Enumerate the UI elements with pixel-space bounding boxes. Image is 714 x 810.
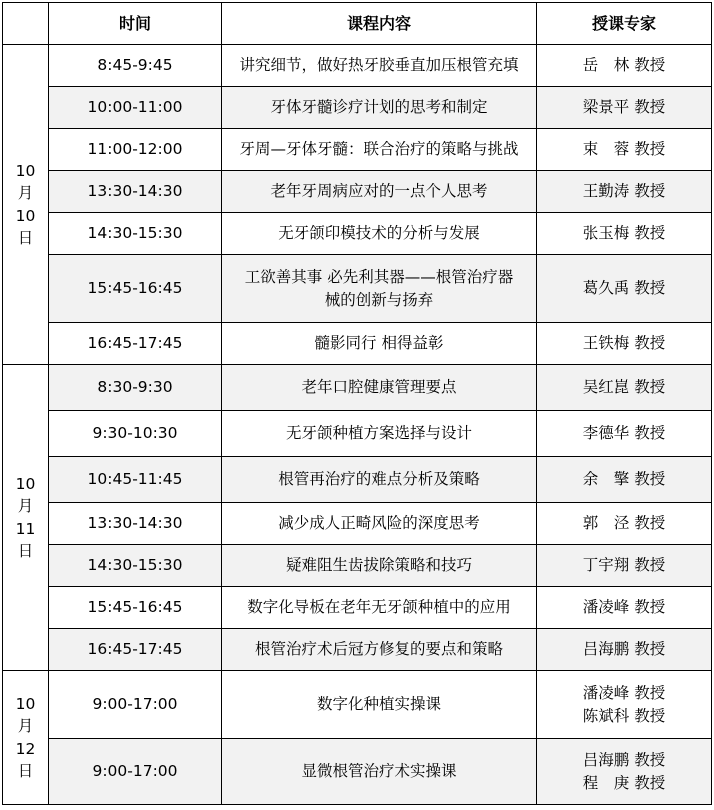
date-line: 10 [15,694,36,713]
expert-name: 余 擎 教授 [582,470,666,489]
table-row [3,739,712,805]
date-cell [3,365,49,671]
content-cell [222,323,537,365]
expert-name: 吕海鹏 教授 [582,751,666,770]
time-cell: 9:00-17:00 [49,739,222,805]
expert-name: 梁景平 教授 [582,98,666,117]
content-cell [222,739,537,805]
expert-cell [537,255,712,323]
time-cell: 11:00-12:00 [49,129,222,171]
content-line: 根管治疗术后冠方修复的要点和策略 [254,640,503,659]
time-cell: 16:45-17:45 [49,323,222,365]
time-cell: 16:45-17:45 [49,629,222,671]
time-cell: 9:00-17:00 [49,671,222,739]
time-cell: 13:30-14:30 [49,171,222,213]
table-row [3,411,712,457]
time-cell: 13:30-14:30 [49,503,222,545]
time-cell: 8:30-9:30 [49,365,222,411]
header-row [3,3,712,45]
expert-cell [537,739,712,805]
schedule-table [2,2,712,805]
expert-cell [537,365,712,411]
date-line: 月 [17,184,34,203]
content-line: 减少成人正畸风险的深度思考 [278,514,480,533]
table-row [3,457,712,503]
expert-name: 陈斌科 教授 [582,706,666,725]
content-line: 疑难阻生齿拔除策略和技巧 [285,556,472,575]
date-line: 10 [15,206,36,225]
expert-name: 程 庚 教授 [582,773,666,792]
table-row [3,545,712,587]
content-cell [222,129,537,171]
content-cell [222,365,537,411]
content-line: 老年牙周病应对的一点个人思考 [270,182,488,201]
content-cell [222,87,537,129]
expert-cell [537,503,712,545]
expert-cell [537,629,712,671]
content-cell [222,503,537,545]
expert-cell [537,457,712,503]
date-line: 月 [17,717,34,736]
date-line: 10 [15,474,36,493]
expert-name: 张玉梅 教授 [582,224,666,243]
content-line: 根管再治疗的难点分析及策略 [278,470,480,489]
expert-cell [537,587,712,629]
content-cell [222,171,537,213]
table-row [3,503,712,545]
expert-cell [537,45,712,87]
schedule-body [3,45,712,805]
time-cell: 8:45-9:45 [49,45,222,87]
expert-name: 束 蓉 教授 [582,140,666,159]
expert-cell [537,411,712,457]
content-cell [222,457,537,503]
content-line: 老年口腔健康管理要点 [301,378,457,397]
expert-name: 潘凌峰 教授 [582,598,666,617]
content-cell [222,545,537,587]
expert-cell [537,87,712,129]
expert-cell [537,671,712,739]
content-cell [222,213,537,255]
time-cell: 14:30-15:30 [49,545,222,587]
expert-name: 吴红崑 教授 [582,378,666,397]
content-line: 工欲善其事 必先利其器——根管治疗器 [244,268,514,287]
expert-cell [537,545,712,587]
expert-cell [537,213,712,255]
header-content: 课程内容 [222,3,537,45]
content-line: 械的创新与扬弃 [324,290,434,309]
expert-name: 王勤涛 教授 [582,182,666,201]
table-row [3,365,712,411]
expert-name: 李德华 教授 [582,424,666,443]
table-row [3,323,712,365]
content-cell [222,411,537,457]
content-line: 牙周—牙体牙髓：联合治疗的策略与挑战 [239,140,519,159]
date-line: 12 [15,739,36,758]
header-time: 时间 [49,3,222,45]
time-cell: 10:45-11:45 [49,457,222,503]
content-line: 数字化种植实操课 [316,695,441,714]
expert-cell [537,171,712,213]
table-row [3,171,712,213]
expert-name: 潘凌峰 教授 [582,684,666,703]
table-row [3,587,712,629]
table-row [3,87,712,129]
table-row [3,45,712,87]
header-date [3,3,49,45]
expert-name: 丁宇翔 教授 [582,556,666,575]
content-line: 无牙颌印模技术的分析与发展 [278,224,480,243]
expert-cell [537,129,712,171]
time-cell: 15:45-16:45 [49,255,222,323]
table-row [3,213,712,255]
expert-name: 葛久禹 教授 [582,279,666,298]
date-line: 11 [15,519,36,538]
date-cell [3,45,49,365]
date-line: 日 [17,541,34,560]
expert-name: 吕海鹏 教授 [582,640,666,659]
content-line: 讲究细节，做好热牙胶垂直加压根管充填 [239,56,519,75]
date-line: 月 [17,497,34,516]
time-cell: 15:45-16:45 [49,587,222,629]
content-cell [222,587,537,629]
time-cell: 10:00-11:00 [49,87,222,129]
content-cell [222,629,537,671]
expert-name: 王铁梅 教授 [582,334,666,353]
content-line: 牙体牙髓诊疗计划的思考和制定 [270,98,488,117]
date-line: 日 [17,761,34,780]
date-line: 10 [15,161,36,180]
expert-cell [537,323,712,365]
date-cell [3,671,49,805]
content-cell [222,255,537,323]
table-row [3,629,712,671]
content-line: 显微根管治疗术实操课 [301,762,457,781]
table-row [3,129,712,171]
content-line: 无牙颌种植方案选择与设计 [285,424,472,443]
table-row [3,671,712,739]
date-line: 日 [17,228,34,247]
time-cell: 9:30-10:30 [49,411,222,457]
table-row [3,255,712,323]
expert-name: 岳 林 教授 [582,56,666,75]
time-cell: 14:30-15:30 [49,213,222,255]
header-expert: 授课专家 [537,3,712,45]
expert-name: 郭 泾 教授 [582,514,666,533]
content-line: 髓影同行 相得益彰 [314,334,444,353]
content-cell [222,45,537,87]
content-line: 数字化导板在老年无牙颌种植中的应用 [247,598,511,617]
content-cell [222,671,537,739]
